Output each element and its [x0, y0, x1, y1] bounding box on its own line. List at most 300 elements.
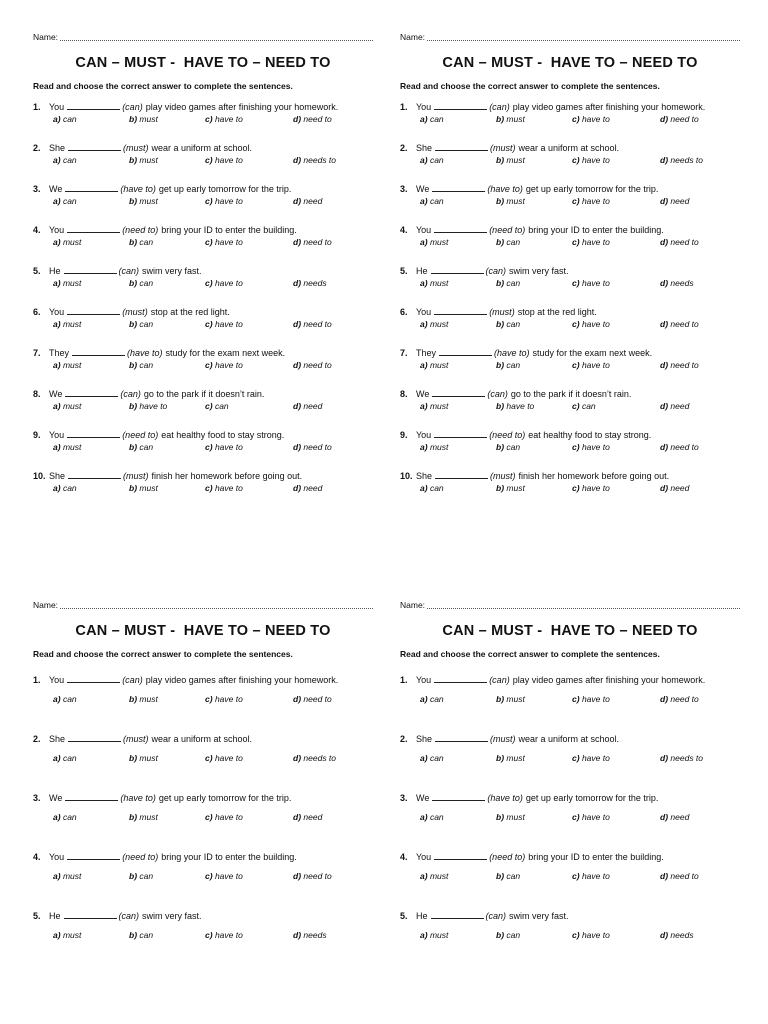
option-text: have to: [214, 694, 243, 704]
answer-option[interactable]: [572, 319, 610, 329]
question-text: get up early tomorrow for the trip.: [525, 793, 659, 803]
option-text: must: [429, 930, 449, 940]
question-hint: (have to): [487, 184, 523, 194]
answer-option[interactable]: [53, 401, 81, 411]
option-text: must: [506, 694, 525, 704]
option-text: can: [62, 196, 77, 206]
question: [33, 850, 373, 909]
answer-option[interactable]: [420, 753, 444, 763]
answer-blank[interactable]: [65, 387, 118, 397]
option-text: need to: [303, 871, 332, 881]
option-letter: b): [129, 155, 138, 165]
option-letter: a): [420, 930, 428, 940]
option-text: need to: [303, 442, 332, 452]
option-letter: d): [660, 812, 669, 822]
answer-option[interactable]: [53, 483, 77, 493]
question-hint: (can): [489, 675, 510, 685]
answer-blank[interactable]: [434, 305, 487, 315]
question-subject: He: [416, 266, 428, 276]
question-stem: [400, 791, 740, 803]
question-hint: (can): [122, 102, 143, 112]
question-stem: [400, 141, 740, 153]
answer-option[interactable]: [496, 319, 520, 329]
answer-option[interactable]: [205, 155, 243, 165]
answer-option[interactable]: [293, 694, 332, 704]
name-line: [400, 32, 740, 42]
answer-option[interactable]: [496, 483, 525, 493]
option-letter: c): [572, 930, 580, 940]
answer-option[interactable]: [496, 155, 525, 165]
answer-option[interactable]: [496, 114, 525, 124]
answer-option[interactable]: [660, 237, 699, 247]
option-letter: d): [293, 278, 302, 288]
option-letter: a): [420, 237, 428, 247]
answer-option[interactable]: [293, 360, 332, 370]
option-text: have to: [214, 114, 243, 124]
answer-option[interactable]: [53, 196, 77, 206]
option-text: have to: [214, 871, 243, 881]
answer-blank[interactable]: [67, 850, 120, 860]
answer-option[interactable]: [205, 483, 243, 493]
question-stem: [400, 264, 740, 276]
question-list: [400, 673, 740, 968]
answer-option[interactable]: [572, 401, 596, 411]
question-text: bring your ID to enter the building.: [161, 225, 297, 235]
option-letter: d): [293, 196, 302, 206]
question-number: 5.: [400, 266, 408, 276]
answer-option[interactable]: [572, 114, 610, 124]
answer-option[interactable]: [129, 871, 153, 881]
answer-option[interactable]: [420, 483, 444, 493]
answer-blank[interactable]: [434, 673, 487, 683]
option-letter: a): [53, 360, 61, 370]
answer-option[interactable]: [293, 442, 332, 452]
answer-option[interactable]: [53, 278, 81, 288]
answer-option[interactable]: [572, 930, 610, 940]
answer-option[interactable]: [53, 360, 81, 370]
name-label: Name:: [400, 600, 426, 610]
answer-option[interactable]: [129, 319, 153, 329]
answer-option[interactable]: [496, 694, 525, 704]
worksheet-top-right: [400, 32, 740, 510]
answer-option[interactable]: [496, 401, 534, 411]
answer-option[interactable]: [572, 278, 610, 288]
answer-option[interactable]: [420, 442, 448, 452]
option-letter: d): [660, 442, 669, 452]
option-letter: c): [205, 155, 213, 165]
answer-options: [400, 360, 740, 372]
answer-option[interactable]: [129, 930, 153, 940]
option-text: have to: [581, 196, 610, 206]
answer-option[interactable]: [572, 360, 610, 370]
answer-option[interactable]: [660, 694, 699, 704]
answer-option[interactable]: [205, 319, 243, 329]
option-text: need: [303, 196, 323, 206]
question: [33, 100, 373, 141]
option-text: can: [62, 753, 77, 763]
answer-options: [33, 155, 373, 167]
answer-options: [400, 278, 740, 290]
question-text: finish her homework before going out.: [151, 471, 303, 481]
option-text: need to: [670, 237, 699, 247]
answer-option[interactable]: [53, 812, 77, 822]
option-text: need to: [303, 319, 332, 329]
option-text: can: [62, 812, 77, 822]
answer-option[interactable]: [53, 871, 81, 881]
answer-blank[interactable]: [435, 469, 488, 479]
question-number: 5.: [33, 911, 41, 921]
answer-option[interactable]: [420, 196, 444, 206]
answer-option[interactable]: [420, 237, 448, 247]
answer-option[interactable]: [129, 753, 158, 763]
option-letter: d): [293, 694, 302, 704]
question-text: play video games after finishing your homework.: [512, 675, 706, 685]
question-hint: (need to): [489, 225, 526, 235]
worksheet-bottom-left: [33, 600, 373, 968]
answer-option[interactable]: [660, 278, 694, 288]
question-subject: You: [49, 852, 65, 862]
answer-option[interactable]: [420, 694, 444, 704]
answer-blank[interactable]: [435, 141, 488, 151]
answer-option[interactable]: [660, 871, 699, 881]
answer-option[interactable]: [53, 753, 77, 763]
answer-blank[interactable]: [432, 182, 485, 192]
answer-blank[interactable]: [68, 732, 121, 742]
answer-option[interactable]: [660, 155, 703, 165]
worksheet-title: CAN – MUST - HAVE TO – NEED TO: [75, 623, 331, 639]
question-stem: [33, 909, 373, 921]
answer-option[interactable]: [293, 871, 332, 881]
answer-blank[interactable]: [64, 264, 117, 274]
answer-option[interactable]: [53, 442, 81, 452]
answer-option[interactable]: [420, 812, 444, 822]
answer-option[interactable]: [572, 694, 610, 704]
question-subject: We: [416, 389, 430, 399]
option-letter: d): [660, 483, 669, 493]
question-text: go to the park if it doesn’t rain.: [510, 389, 632, 399]
answer-blank[interactable]: [67, 223, 120, 233]
answer-blank[interactable]: [434, 428, 487, 438]
answer-option[interactable]: [496, 930, 520, 940]
option-letter: b): [129, 483, 138, 493]
option-text: can: [429, 114, 444, 124]
question-subject: He: [49, 911, 61, 921]
answer-blank[interactable]: [432, 387, 485, 397]
answer-option[interactable]: [129, 196, 158, 206]
answer-option[interactable]: [496, 871, 520, 881]
answer-option[interactable]: [53, 319, 81, 329]
question-text: bring your ID to enter the building.: [528, 852, 664, 862]
answer-option[interactable]: [420, 871, 448, 881]
answer-blank[interactable]: [68, 469, 121, 479]
answer-option[interactable]: [572, 812, 610, 822]
answer-option[interactable]: [293, 237, 332, 247]
answer-blank[interactable]: [434, 223, 487, 233]
answer-option[interactable]: [293, 114, 332, 124]
answer-option[interactable]: [293, 483, 322, 493]
answer-option[interactable]: [205, 812, 243, 822]
answer-option[interactable]: [129, 694, 158, 704]
answer-option[interactable]: [420, 114, 444, 124]
question-stem: [400, 428, 740, 440]
answer-blank[interactable]: [67, 100, 120, 110]
option-text: needs to: [670, 155, 704, 165]
option-text: have to: [581, 155, 610, 165]
answer-option[interactable]: [205, 114, 243, 124]
answer-option[interactable]: [129, 360, 153, 370]
name-input-line[interactable]: [60, 601, 373, 609]
answer-blank[interactable]: [68, 141, 121, 151]
option-letter: a): [53, 694, 61, 704]
option-text: need to: [670, 114, 699, 124]
answer-option[interactable]: [205, 237, 243, 247]
question-number: 1.: [400, 102, 408, 112]
option-letter: b): [129, 114, 138, 124]
answer-option[interactable]: [496, 442, 520, 452]
question-hint: (need to): [122, 852, 159, 862]
question-subject: They: [416, 348, 437, 358]
answer-option[interactable]: [53, 114, 77, 124]
option-text: must: [429, 442, 449, 452]
question-stem: [33, 100, 373, 112]
option-text: can: [506, 237, 521, 247]
answer-option[interactable]: [660, 930, 694, 940]
question-hint: (need to): [489, 852, 526, 862]
answer-option[interactable]: [293, 278, 327, 288]
option-letter: d): [293, 237, 302, 247]
option-text: have to: [214, 155, 243, 165]
answer-option[interactable]: [496, 812, 525, 822]
option-text: must: [429, 237, 449, 247]
option-text: have to: [581, 812, 610, 822]
option-letter: a): [53, 237, 61, 247]
answer-option[interactable]: [129, 442, 153, 452]
answer-option[interactable]: [53, 930, 81, 940]
answer-option[interactable]: [660, 483, 689, 493]
answer-option[interactable]: [660, 401, 689, 411]
answer-option[interactable]: [129, 237, 153, 247]
answer-option[interactable]: [660, 196, 689, 206]
option-letter: d): [293, 483, 302, 493]
answer-blank[interactable]: [431, 264, 484, 274]
option-letter: c): [572, 442, 580, 452]
answer-option[interactable]: [420, 319, 448, 329]
answer-blank[interactable]: [64, 909, 117, 919]
answer-option[interactable]: [572, 753, 610, 763]
answer-option[interactable]: [420, 278, 448, 288]
answer-option[interactable]: [293, 812, 322, 822]
option-letter: d): [293, 930, 302, 940]
answer-option[interactable]: [420, 930, 448, 940]
answer-option[interactable]: [572, 871, 610, 881]
option-text: have to: [214, 930, 243, 940]
question-subject: You: [416, 675, 432, 685]
answer-option[interactable]: [420, 155, 444, 165]
question-number: 4.: [400, 852, 408, 862]
option-letter: a): [420, 196, 428, 206]
option-letter: b): [496, 278, 505, 288]
question: [400, 305, 740, 346]
question-hint: (must): [490, 143, 516, 153]
option-letter: a): [420, 442, 428, 452]
option-letter: a): [53, 483, 61, 493]
answer-blank[interactable]: [434, 850, 487, 860]
answer-option[interactable]: [205, 930, 243, 940]
answer-blank[interactable]: [72, 346, 125, 356]
option-text: have to: [581, 871, 610, 881]
option-text: have to: [581, 694, 610, 704]
question-text: bring your ID to enter the building.: [528, 225, 664, 235]
question: [400, 673, 740, 732]
option-letter: d): [293, 871, 302, 881]
answer-option[interactable]: [496, 360, 520, 370]
answer-option[interactable]: [660, 812, 689, 822]
answer-option[interactable]: [572, 237, 610, 247]
option-letter: c): [572, 114, 580, 124]
option-letter: a): [53, 930, 61, 940]
answer-blank[interactable]: [67, 305, 120, 315]
question: [400, 182, 740, 223]
answer-option[interactable]: [660, 753, 703, 763]
question-subject: You: [49, 225, 65, 235]
option-text: must: [506, 483, 525, 493]
option-letter: b): [496, 401, 505, 411]
option-text: have to: [581, 483, 610, 493]
name-input-line[interactable]: [60, 33, 373, 41]
answer-option[interactable]: [572, 483, 610, 493]
option-letter: b): [129, 360, 138, 370]
option-letter: c): [572, 196, 580, 206]
question-hint: (have to): [127, 348, 163, 358]
answer-option[interactable]: [572, 155, 610, 165]
answer-option[interactable]: [205, 278, 243, 288]
answer-option[interactable]: [496, 237, 520, 247]
answer-option[interactable]: [205, 401, 229, 411]
option-letter: c): [572, 319, 580, 329]
option-text: can: [506, 871, 521, 881]
option-text: need: [303, 812, 323, 822]
answer-option[interactable]: [293, 319, 332, 329]
question: [400, 264, 740, 305]
question-subject: We: [49, 793, 63, 803]
answer-blank[interactable]: [439, 346, 492, 356]
answer-blank[interactable]: [65, 791, 118, 801]
question-stem: [400, 346, 740, 358]
question-subject: You: [416, 430, 432, 440]
answer-option[interactable]: [205, 694, 243, 704]
option-letter: b): [129, 278, 138, 288]
answer-blank[interactable]: [431, 909, 484, 919]
option-text: must: [506, 114, 525, 124]
answer-options: [33, 483, 373, 495]
answer-blank[interactable]: [67, 673, 120, 683]
option-letter: d): [660, 753, 669, 763]
question-hint: (must): [123, 734, 149, 744]
answer-option[interactable]: [205, 442, 243, 452]
question-stem: [33, 469, 373, 481]
question-subject: You: [49, 430, 65, 440]
answer-blank[interactable]: [432, 791, 485, 801]
question-stem: [400, 223, 740, 235]
answer-option[interactable]: [293, 196, 322, 206]
answer-option[interactable]: [205, 753, 243, 763]
answer-option[interactable]: [660, 442, 699, 452]
question-number: 10.: [400, 471, 413, 481]
answer-option[interactable]: [660, 360, 699, 370]
answer-blank[interactable]: [434, 100, 487, 110]
question-stem: [33, 850, 373, 862]
answer-option[interactable]: [129, 812, 158, 822]
answer-option[interactable]: [420, 360, 448, 370]
answer-blank[interactable]: [65, 182, 118, 192]
question-number: 1.: [400, 675, 408, 685]
question-hint: (have to): [120, 793, 156, 803]
answer-option[interactable]: [293, 930, 327, 940]
answer-option[interactable]: [572, 442, 610, 452]
answer-option[interactable]: [129, 483, 158, 493]
answer-option[interactable]: [572, 196, 610, 206]
answer-option[interactable]: [420, 401, 448, 411]
answer-option[interactable]: [53, 155, 77, 165]
answer-blank[interactable]: [67, 428, 120, 438]
question-subject: She: [416, 143, 433, 153]
answer-option[interactable]: [205, 360, 243, 370]
name-input-line[interactable]: [427, 601, 740, 609]
answer-option[interactable]: [293, 753, 336, 763]
option-letter: b): [496, 196, 505, 206]
question: [33, 305, 373, 346]
answer-options: [400, 442, 740, 454]
question-text: get up early tomorrow for the trip.: [158, 793, 292, 803]
worksheet-bottom-right: [400, 600, 740, 968]
answer-option[interactable]: [53, 694, 77, 704]
option-letter: b): [496, 930, 505, 940]
answer-option[interactable]: [129, 114, 158, 124]
answer-option[interactable]: [205, 196, 243, 206]
answer-option[interactable]: [129, 155, 158, 165]
answer-option[interactable]: [496, 753, 525, 763]
question-stem: [33, 182, 373, 194]
option-text: can: [139, 278, 154, 288]
answer-option[interactable]: [293, 155, 336, 165]
answer-option[interactable]: [53, 237, 81, 247]
option-text: needs: [670, 930, 694, 940]
answer-option[interactable]: [496, 196, 525, 206]
answer-option[interactable]: [205, 871, 243, 881]
option-letter: a): [420, 278, 428, 288]
option-letter: b): [129, 753, 138, 763]
question: [400, 791, 740, 850]
answer-option[interactable]: [129, 278, 153, 288]
answer-option[interactable]: [660, 114, 699, 124]
option-text: have to: [214, 237, 243, 247]
question-number: 2.: [33, 143, 41, 153]
answer-option[interactable]: [660, 319, 699, 329]
answer-options: [33, 871, 373, 883]
answer-option[interactable]: [129, 401, 167, 411]
answer-option[interactable]: [293, 401, 322, 411]
answer-option[interactable]: [496, 278, 520, 288]
question-text: study for the exam next week.: [532, 348, 653, 358]
question: [400, 469, 740, 510]
option-text: need: [670, 196, 690, 206]
answer-blank[interactable]: [435, 732, 488, 742]
question-text: finish her homework before going out.: [518, 471, 670, 481]
option-letter: d): [293, 442, 302, 452]
question-subject: You: [416, 225, 432, 235]
name-input-line[interactable]: [427, 33, 740, 41]
option-letter: d): [660, 319, 669, 329]
